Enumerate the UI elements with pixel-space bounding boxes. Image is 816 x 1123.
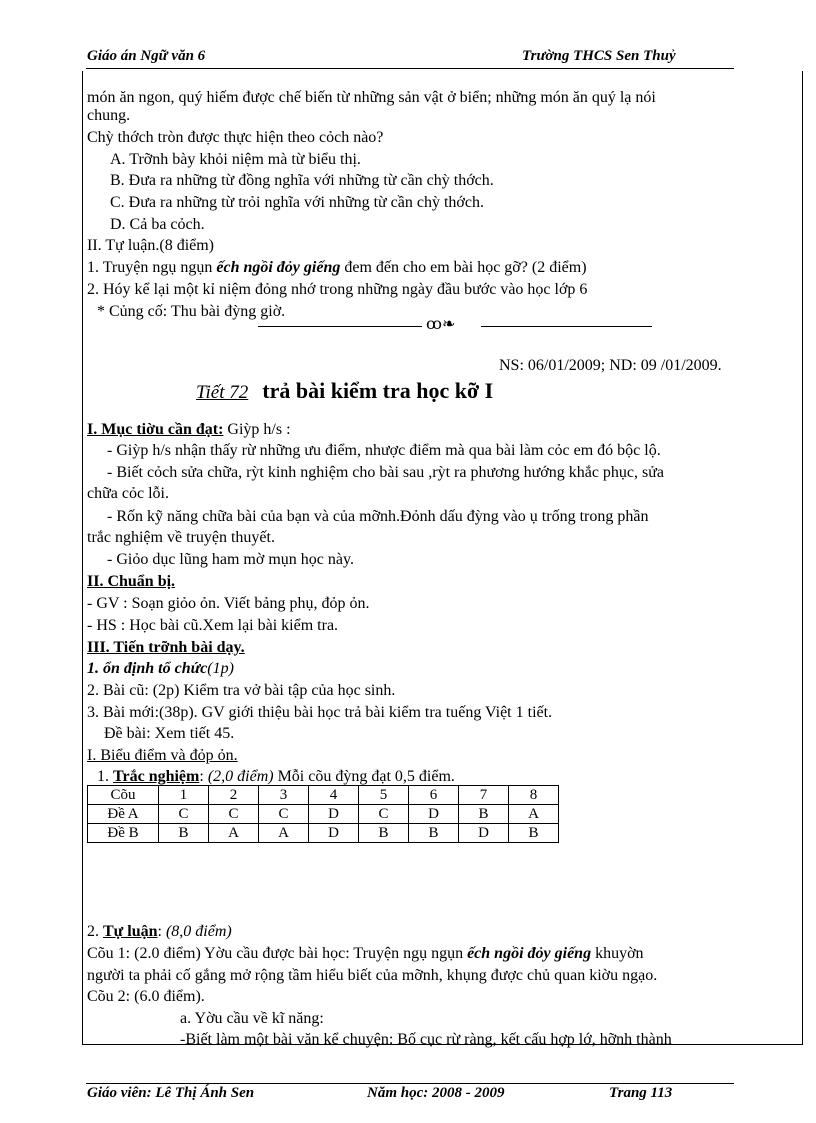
- student-prep: - HS : Học bài cũ.Xem lại bài kiểm tra.: [87, 617, 339, 634]
- essay-q1-answer-cont: người ta phải cố gắng mở rộng tầm hiểu biết của mỡnh, khụng được chủ quan kiờu ngạo.: [87, 967, 658, 984]
- separator-line: [258, 326, 422, 327]
- table-cell: C: [209, 805, 259, 824]
- q1-text-end: đem đến cho em bài học gỡ? (2 điểm): [340, 259, 587, 276]
- text-line: món ăn ngon, quý hiếm được chế biến từ những sản vật ở biển; những món ăn quý lạ nói: [87, 89, 656, 106]
- table-cell: B: [459, 805, 509, 824]
- table-cell: C: [159, 805, 209, 824]
- footer-year: Năm học: 2008 - 2009: [367, 1085, 505, 1101]
- table-cell: B: [409, 824, 459, 843]
- table-row: [88, 824, 559, 843]
- table-cell: 8: [509, 786, 559, 805]
- objective-item-cont: chữa cỏc lỗi.: [87, 485, 169, 502]
- header-rule: [86, 68, 734, 69]
- objectives: [87, 420, 291, 440]
- c1-text-end: khuyờn: [591, 945, 644, 962]
- option-a: A. Trỡnh bày khỏi niệm mà từ biểu thị.: [110, 151, 361, 168]
- essay-heading: [87, 922, 232, 942]
- table-cell: C: [359, 805, 409, 824]
- procedure-heading: III. Tiến trỡnh bài dạy.: [87, 639, 245, 656]
- table-cell: 3: [259, 786, 309, 805]
- option-d: D. Cả ba cỏch.: [110, 216, 205, 233]
- table-cell: D: [409, 805, 459, 824]
- mc-label: Trắc nghiệm: [113, 768, 200, 785]
- table-cell: B: [159, 824, 209, 843]
- essay-question-2: 2. Hóy kể lại một kỉ niệm đỏng nhớ trong những ngày đầu bước vào học lớp 6: [87, 281, 588, 298]
- skill-requirement: a. Yờu cầu về kĩ năng:: [180, 1010, 324, 1027]
- table-cell: 4: [309, 786, 359, 805]
- section-heading: II. Tự luận.(8 điểm): [87, 237, 215, 254]
- step-1: [87, 659, 234, 679]
- table-cell: D: [309, 824, 359, 843]
- preparation-heading: II. Chuẩn bị.: [87, 573, 176, 590]
- table-header-row: [88, 786, 559, 805]
- step-1-time: (1p): [207, 660, 234, 677]
- scoring-heading: I. Biểu điểm và đỏp ỏn.: [87, 747, 238, 764]
- mc-number: 1.: [97, 768, 113, 785]
- table-cell: 5: [359, 786, 409, 805]
- lesson-dates: NS: 06/01/2009; ND: 09 /01/2009.: [499, 357, 722, 374]
- objective-item: - Rốn kỹ năng chữa bài của bạn và của mỡnh.Đỏnh dấu đỳng vào ụ trống trong phần: [107, 508, 649, 525]
- c1-text: Cõu 1: (2.0 điểm) Yờu cầu được bài học: Truyện ngụ ngụn: [87, 945, 468, 962]
- cung-co: * Củng cố: Thu bài đỳng giờ.: [97, 303, 286, 320]
- q1-text: 1. Truyện ngụ ngụn: [87, 259, 217, 276]
- essay-q2-answer: Cõu 2: (6.0 điểm).: [87, 988, 205, 1005]
- table-cell: A: [509, 805, 559, 824]
- objective-item: - Biết cỏch sửa chữa, rỳt kinh nghiệm cho bài sau ,rỳt ra phương hướng khắc phục, sửa: [107, 464, 665, 481]
- objective-item-cont: trắc nghiệm về truyện thuyết.: [87, 529, 275, 546]
- table-cell: 1: [159, 786, 209, 805]
- multiple-choice-heading: [97, 767, 455, 787]
- question-prompt: Chỳ thớch tròn được thực hiện theo cỏch nào?: [87, 129, 384, 146]
- essay-number: 2.: [87, 923, 103, 940]
- objectives-intro: Giỳp h/s :: [223, 421, 291, 438]
- lesson-number: Tiết 72: [196, 382, 249, 403]
- mc-colon: :: [199, 768, 208, 785]
- objectives-heading: I. Mục tiờu cần đạt:: [87, 421, 224, 438]
- c1-story-title: ếch ngồi đỏy giếng: [467, 945, 592, 962]
- table-cell: B: [359, 824, 409, 843]
- essay-colon: :: [157, 923, 166, 940]
- table-cell: Đề A: [88, 805, 159, 824]
- page-header: [87, 48, 733, 68]
- table-row: [88, 805, 559, 824]
- option-c: C. Đưa ra những từ trỏi nghĩa với những từ cần chỳ thớch.: [110, 194, 484, 211]
- option-b: B. Đưa ra những từ đồng nghĩa với những từ cần chỳ thớch.: [110, 172, 494, 189]
- essay-question-1: [87, 258, 587, 278]
- objective-item: - Giỳp h/s nhận thấy rừ những ưu điểm, nhược điểm mà qua bài làm cỏc em đó bộc lộ.: [107, 442, 661, 459]
- objective-item: - Giỏo dục lũng ham mờ mụn học này.: [107, 551, 354, 568]
- ornament-icon: ꝏ❧: [426, 316, 456, 333]
- mc-points: (2,0 điểm): [207, 768, 274, 785]
- skill-requirement-item: -Biết làm một bài văn kể chuyện: Bố cục rừ ràng, kết cấu hợp lớ, hỡnh thành: [180, 1031, 672, 1048]
- q1-story-title: ếch ngồi đỏy giếng: [216, 259, 341, 276]
- table-cell: A: [209, 824, 259, 843]
- table-cell: 2: [209, 786, 259, 805]
- step-1-label: 1. ổn định tổ chức: [87, 660, 208, 677]
- footer-teacher: Giáo viên: Lê Thị Ánh Sen: [87, 1085, 255, 1101]
- text-line: chung.: [87, 107, 131, 124]
- step-3: 3. Bài mới:(38p). GV giới thiệu bài học trả bài kiểm tra tuếng Việt 1 tiết.: [87, 704, 553, 721]
- lesson-title-text: trả bài kiểm tra học kỡ I: [262, 378, 494, 403]
- mc-note: Mỗi cõu đỳng đạt 0,5 điểm.: [273, 768, 455, 785]
- essay-q1-answer: [87, 944, 644, 964]
- answer-table: [87, 785, 559, 843]
- footer-page: Trang 113: [609, 1085, 673, 1101]
- header-subject: Giáo án Ngữ văn 6: [87, 48, 206, 64]
- table-cell: B: [509, 824, 559, 843]
- essay-label: Tự luận: [103, 923, 158, 940]
- teacher-prep: - GV : Soạn giỏo ỏn. Viết bảng phụ, đỏp ỏn.: [87, 595, 370, 612]
- separator-line: [481, 326, 652, 327]
- table-cell: Cõu: [88, 786, 159, 805]
- table-cell: D: [309, 805, 359, 824]
- step-2: 2. Bài cũ: (2p) Kiểm tra vở bài tập của học sinh.: [87, 682, 396, 699]
- table-cell: Đề B: [88, 824, 159, 843]
- table-cell: 6: [409, 786, 459, 805]
- table-cell: D: [459, 824, 509, 843]
- lesson-title: [196, 378, 493, 404]
- essay-points: (8,0 điểm): [165, 923, 232, 940]
- table-cell: A: [259, 824, 309, 843]
- header-school: Trường THCS Sen Thuỷ: [522, 48, 676, 64]
- footer-rule: [86, 1083, 734, 1084]
- table-cell: C: [259, 805, 309, 824]
- exam-reference: Đề bài: Xem tiết 45.: [104, 725, 235, 742]
- table-cell: 7: [459, 786, 509, 805]
